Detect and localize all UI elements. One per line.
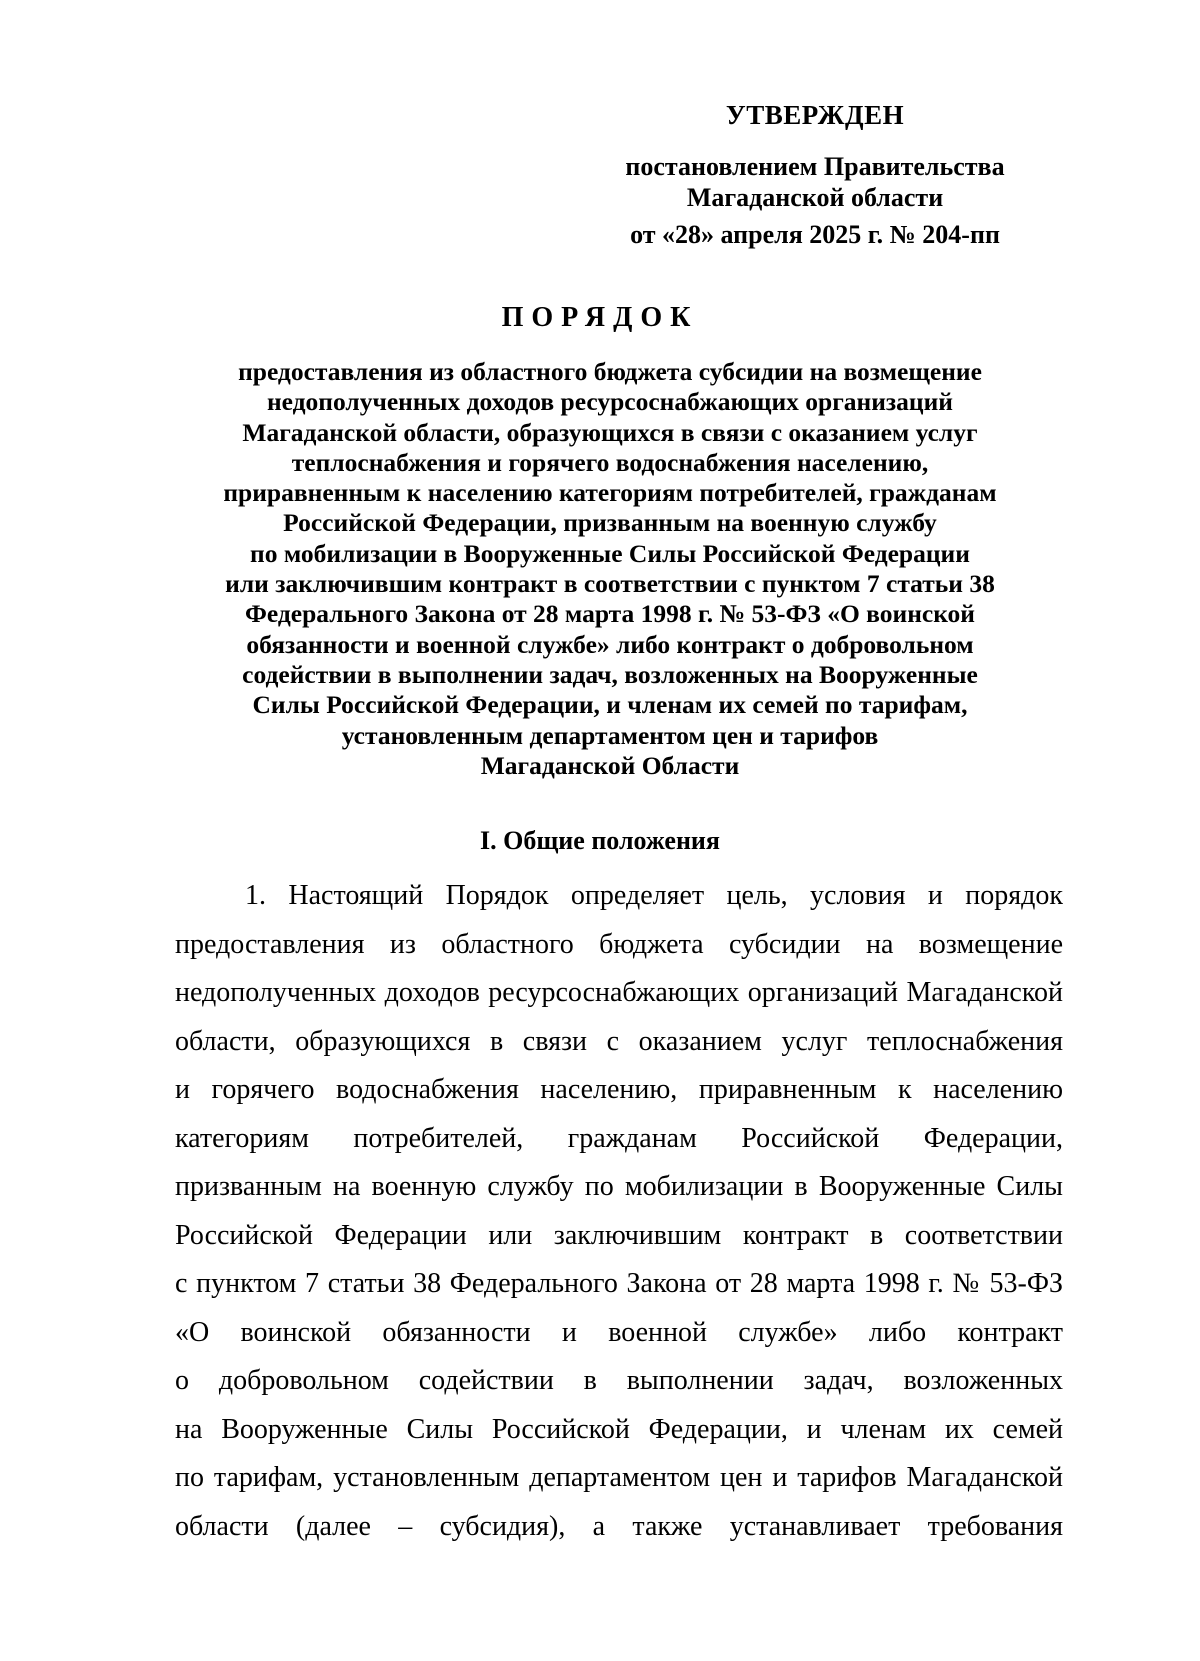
subtitle-line: обязанности и военной службе» либо контракт о добровольном [246,629,974,659]
subtitle-line: Магаданской области, образующихся в связи с оказанием услуг [242,417,978,447]
document-title: ПОРЯДОК [501,302,699,333]
subtitle-line: установленным департаментом цен и тарифов [341,720,879,750]
approval-block [610,100,1020,250]
subtitle-line: по мобилизации в Вооруженные Силы Российской Федерации [250,538,970,568]
subtitle-line: предоставления из областного бюджета субсидии на возмещение [238,357,982,386]
paragraph-line: области (далее – субсидия), а также устанавливает требования [175,1510,1063,1542]
paragraph-line: с пунктом 7 статьи 38 Федерального Закона от 28 марта 1998 г. № 53-ФЗ [175,1268,1063,1299]
document-subtitle [170,357,1050,781]
subtitle-line: Магаданской Области [480,750,740,780]
paragraph-line: недополученных доходов ресурсоснабжающих организаций Магаданской [175,977,1063,1008]
paragraph-1 [175,872,1063,1551]
paragraph-line: по тарифам, установленным департаментом цен и тарифов Магаданской [175,1462,1063,1493]
paragraph-line: на Вооруженные Силы Российской Федерации, и членам их семей [175,1413,1063,1445]
paragraph-line: категориям потребителей, гражданам Российской Федерации, [175,1122,1063,1154]
paragraph-line: и горячего водоснабжения населению, приравненным к населению [175,1074,1063,1105]
paragraph-line: призванным на военную службу по мобилизации в Вооруженные Силы [175,1171,1063,1202]
subtitle-line: содействии в выполнении задач, возложенных на Вооруженные [242,659,978,689]
paragraph-line: «О воинской обязанности и военной службе» либо контракт [175,1316,1063,1348]
paragraph-line: 1. Настоящий Порядок определяет цель, условия и порядок [245,880,1063,911]
approval-line-2: Магаданской области [686,183,944,212]
approval-date-number: от «28» апреля 2025 г. № 204-пп [630,220,1000,249]
subtitle-line: Федерального Закона от 28 марта 1998 г. № 53-ФЗ «О воинской [245,599,975,629]
subtitle-line: или заключившим контракт в соответствии с пунктом 7 статьи 38 [225,569,995,599]
approval-stamp-title: УТВЕРЖДЕН [725,100,905,130]
approval-line-1: постановлением Правительства [625,152,1005,181]
subtitle-line: Российской Федерации, призванным на военную службу [283,508,937,538]
subtitle-line: недополученных доходов ресурсоснабжающих организаций [266,387,954,417]
paragraph-line: о добровольном содействии в выполнении задач, возложенных [175,1365,1063,1396]
paragraph-line: Российской Федерации или заключившим контракт в соответствии [175,1219,1063,1251]
paragraph-line: предоставления из областного бюджета субсидии на возмещение [175,928,1063,960]
section-heading: I. Общие положения [480,826,720,855]
subtitle-line: теплоснабжения и горячего водоснабжения населению, [291,447,929,477]
paragraph-line: области, образующихся в связи с оказанием услуг теплоснабжения [175,1025,1063,1057]
subtitle-line: Силы Российской Федерации, и членам их семей по тарифам, [252,690,968,720]
subtitle-line: приравненным к населению категориям потребителей, гражданам [223,478,997,508]
